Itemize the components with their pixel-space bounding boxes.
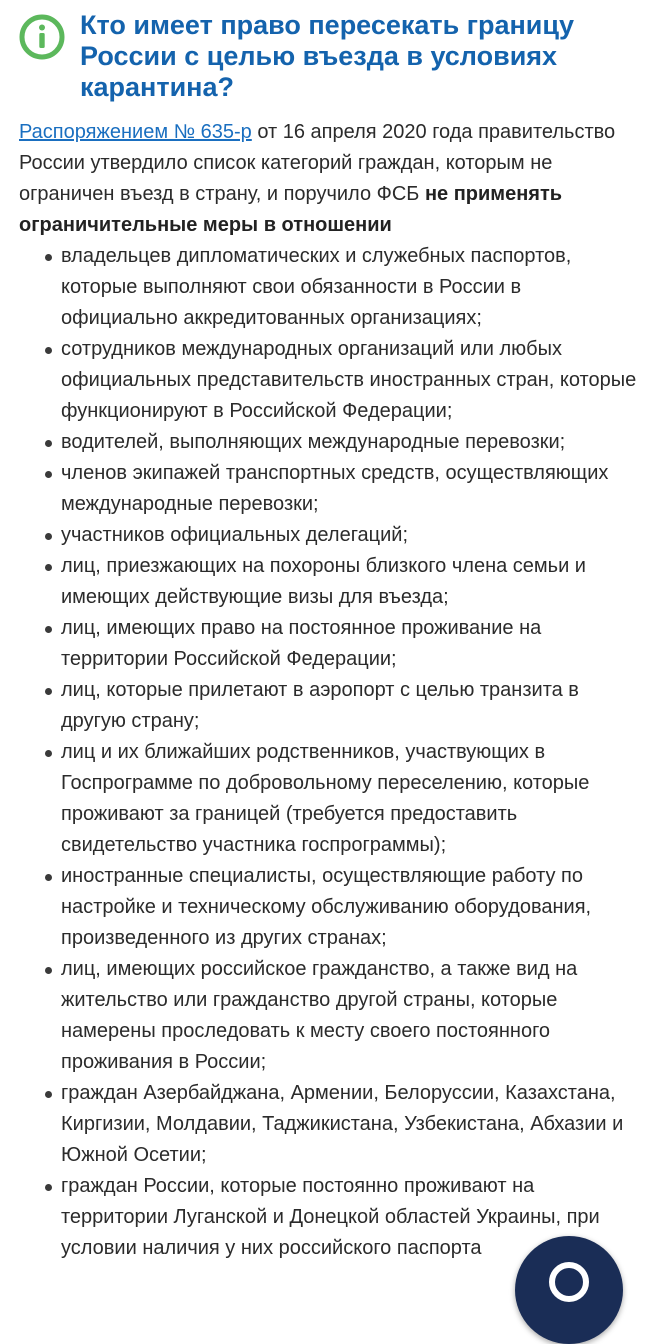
list-item: лиц и их ближайших родственников, участвующих в Госпрограмме по добровольному переселению, которые проживают за границей (требуется предоставить свидетельство участника госпрограммы); — [19, 737, 637, 861]
list-item: владельцев дипломатических и служебных паспортов, которые выполняют свои обязанности в России в официально аккредитованных организациях; — [19, 241, 637, 334]
list-item: сотрудников международных организаций или любых официальных представительств иностранных стран, которые функционируют в Российской Федерации; — [19, 334, 637, 427]
article-header — [18, 10, 638, 103]
intro-text: от 16 апреля 2020 года правительство России утвердило список категорий граждан, которым не ограничен въезд в страну, и поручило ФСБ — [19, 121, 616, 205]
list-item: граждан России, которые постоянно проживают на территории Луганской и Донецкой областей Украины, при условии наличия у них российского паспорта — [19, 1171, 637, 1264]
floating-action-button[interactable] — [515, 1236, 623, 1344]
list-item: членов экипажей транспортных средств, осуществляющих международные перевозки; — [19, 458, 637, 520]
article-body — [19, 117, 637, 1264]
list-item: граждан Азербайджана, Армении, Белоруссии, Казахстана, Киргизии, Молдавии, Таджикистана, Узбекистана, Абхазии и Южной Осетии; — [19, 1078, 637, 1171]
list-item: участников официальных делегаций; — [19, 520, 637, 551]
list-item: водителей, выполняющих международные перевозки; — [19, 427, 637, 458]
info-icon — [18, 13, 66, 61]
list-item: иностранные специалисты, осуществляющие работу по настройке и техническому обслуживанию оборудования, произведенного из других странах; — [19, 861, 637, 954]
page-title: Кто имеет право пересекать границу России с целью въезда в условиях карантина? — [80, 10, 575, 102]
category-list — [19, 241, 637, 1264]
list-item: лиц, имеющих российское гражданство, а также вид на жительство или гражданство другой страны, которые намерены проследовать к месту своего постоянного проживания в России; — [19, 954, 637, 1078]
circle-icon — [549, 1262, 589, 1302]
list-item: лиц, имеющих право на постоянное проживание на территории Российской Федерации; — [19, 613, 637, 675]
list-item: лиц, приезжающих на похороны близкого члена семьи и имеющих действующие визы для въезда; — [19, 551, 637, 613]
decree-link[interactable]: Распоряжением № 635-р — [19, 121, 252, 143]
intro-paragraph — [19, 117, 637, 241]
intro-bold-text: не применять ограничительные меры в отношении — [19, 183, 563, 236]
list-item: лиц, которые прилетают в аэропорт с целью транзита в другую страну; — [19, 675, 637, 737]
